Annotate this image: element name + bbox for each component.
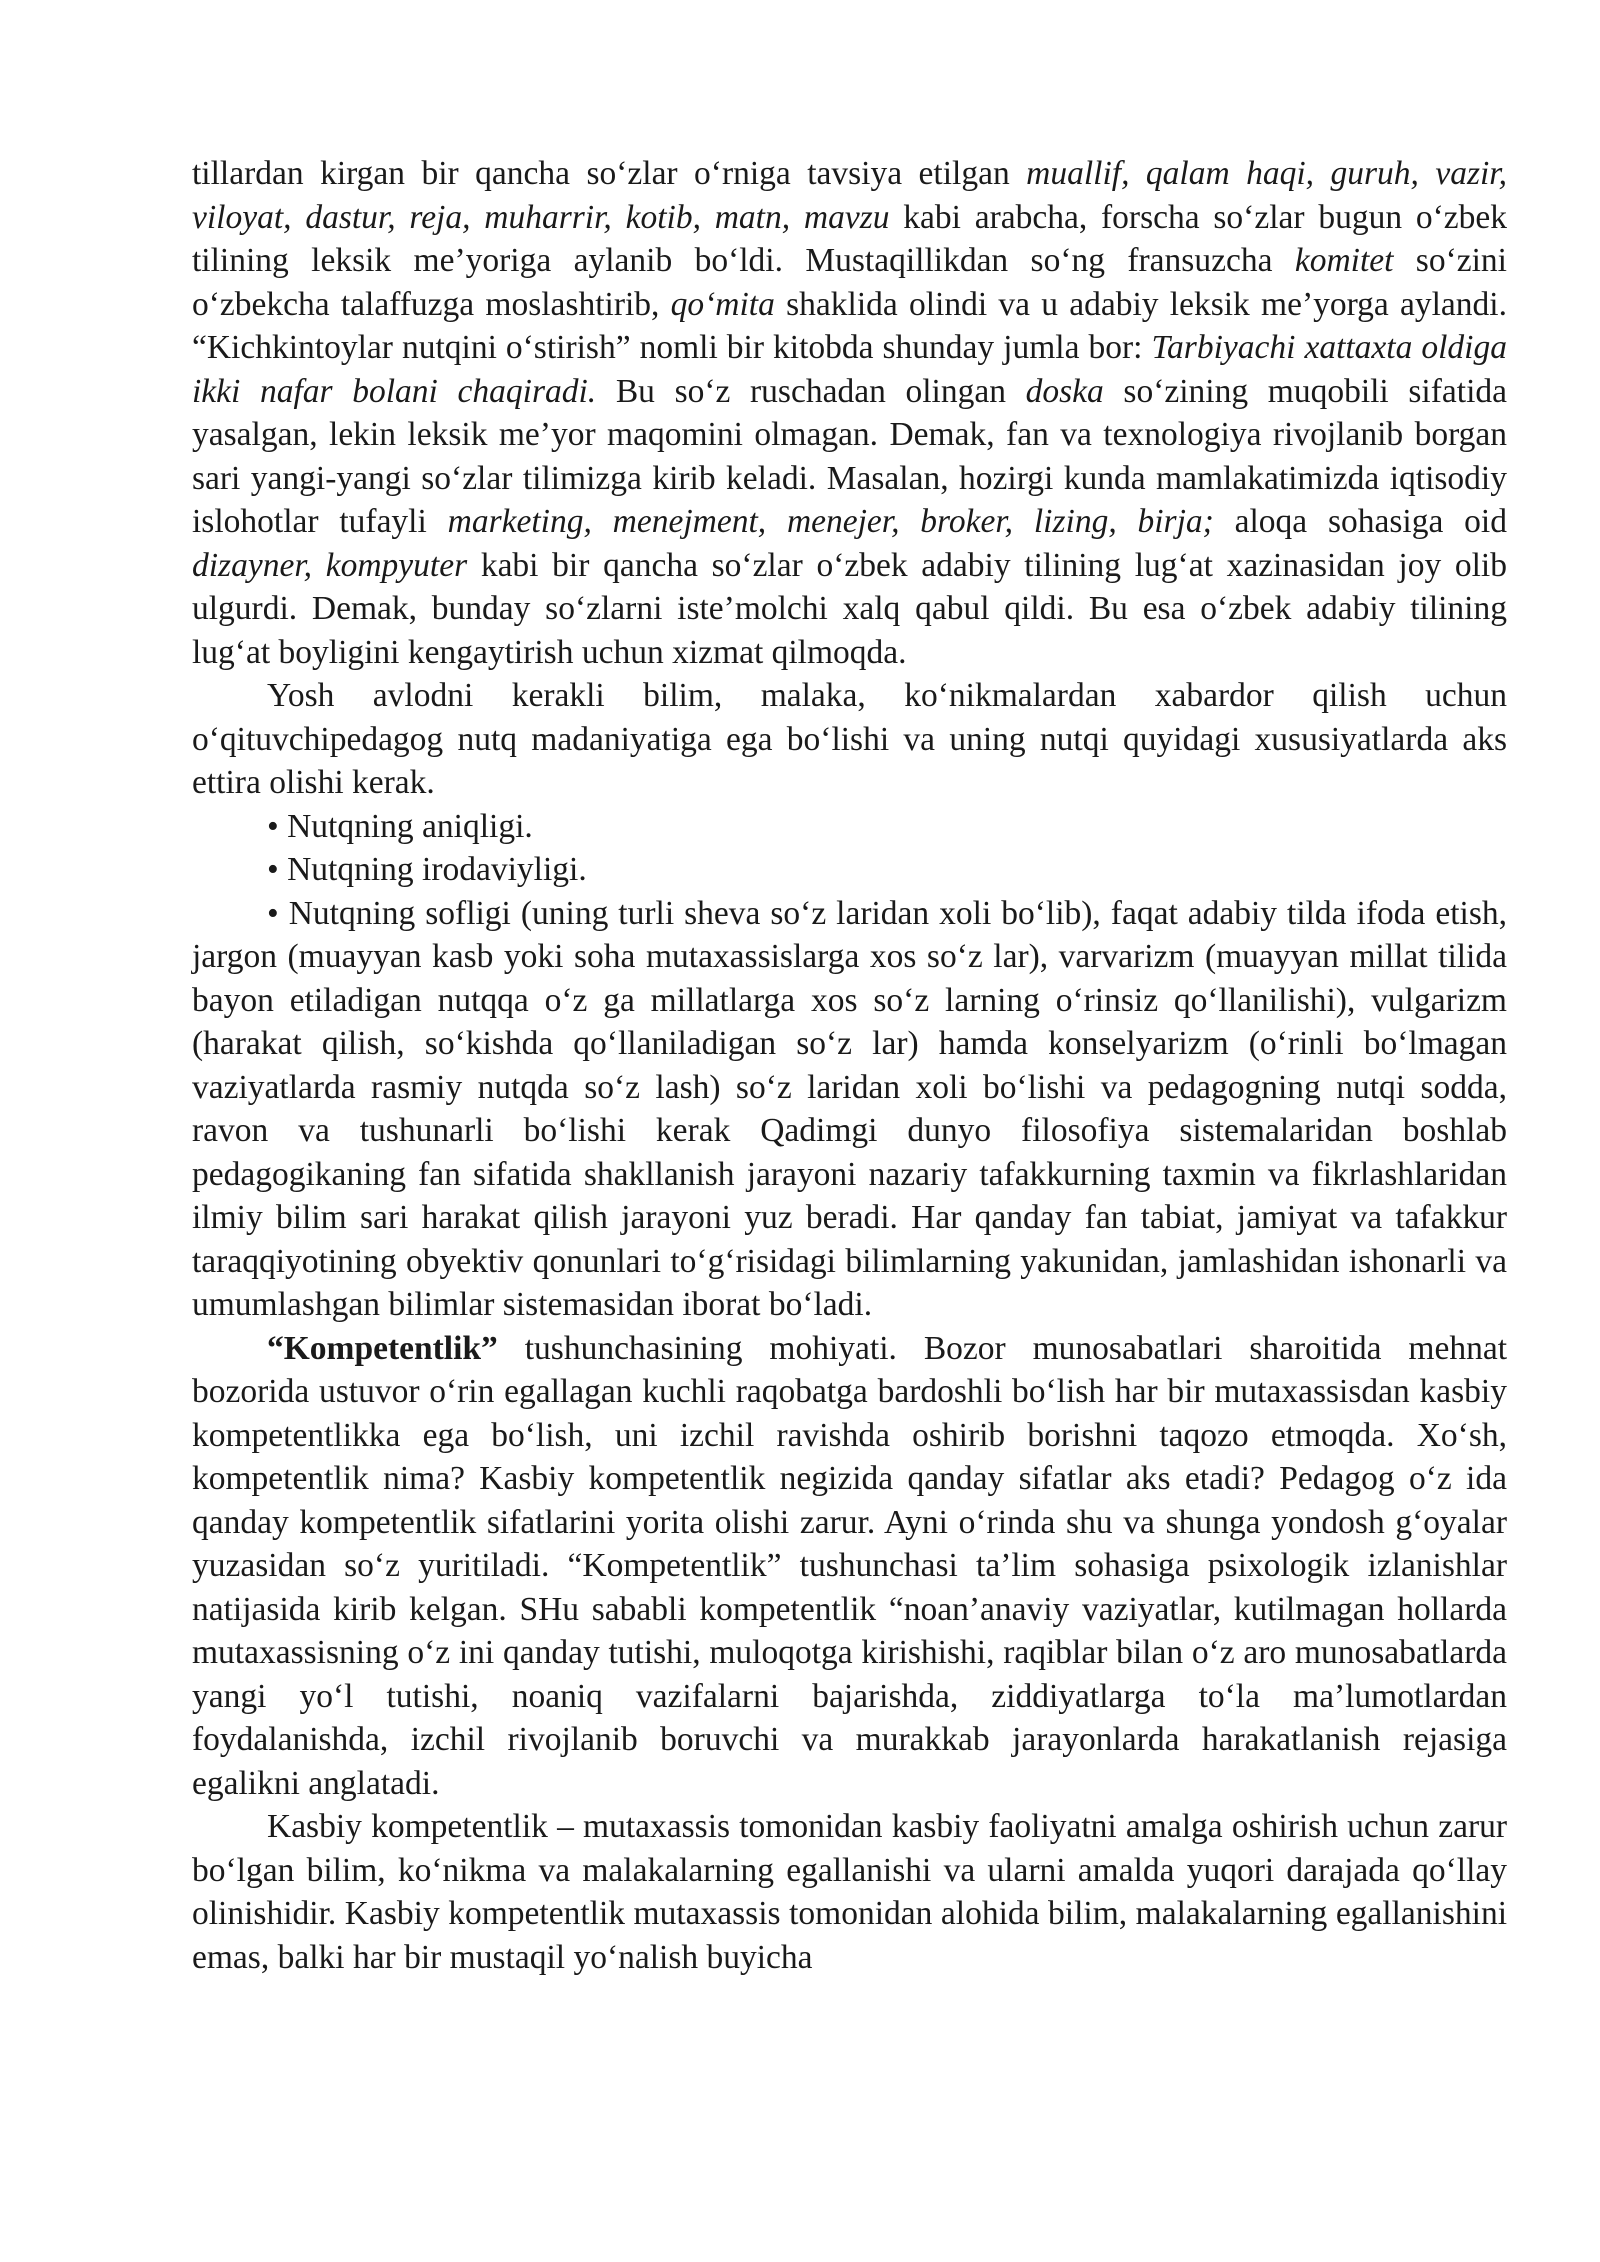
paragraph-2 <box>192 674 1507 805</box>
text-run: so‘zining muqobili sifatida yasalgan, lekin leksik me’yor maqomini olmagan. Demak, fan va texnologiya rivojlanib borgan sari yangi-yangi so‘zlar tilimizga kirib keladi. Masalan, hozirgi kunda mamlakatimizda iqtisodiy islohotlar tufayli <box>192 372 1507 540</box>
document-page <box>192 152 1507 1979</box>
text-run: • Nutqning irodaviyligi. <box>267 851 587 888</box>
text-run: kabi arabcha, forscha so‘zlar bugun o‘zbek tilining leksik me’yoriga aylanib bo‘ldi. Mustaqillikdan so‘ng fransuzcha <box>192 198 1507 279</box>
text-run: Yosh avlodni kerakli bilim, malaka, ko‘nikmalardan xabardor qilish uchun o‘qituvchipedagog nutq madaniyatiga ega bo‘lishi va uning nutqi quyidagi xususiyatlarda aks ettira olishi kerak. <box>192 677 1507 801</box>
text-run: tillardan kirgan bir qancha so‘zlar o‘rniga tavsiya etilgan <box>192 155 1027 192</box>
italic-run: qo‘mita <box>670 285 775 323</box>
bold-run: “Kompetentlik” <box>267 1329 498 1367</box>
italic-run: komitet <box>1294 242 1394 279</box>
bullet-item-3 <box>192 892 1507 1327</box>
text-run: tushunchasining mohiyati. Bozor munosabatlari sharoitida mehnat bozorida ustuvor o‘rin egallagan kuchli raqobatga bardoshli bo‘lish har bir mutaxassisdan kasbiy kompetentlikka ega bo‘lish, uni izchil ravishda oshirib borishni taqozo etmoqda. Xo‘sh, kompetentlik nima? Kasbiy kompetentlik negizida qanday sifatlar aks etadi? Pedagog o‘z ida qanday kompetentlik sifatlarini yorita olishi zarur. Ayni o‘rinda shu va shunga yondosh g‘oyalar yuzasidan so‘z yuritiladi. “Kompetentlik” tushunchasi ta’lim sohasiga psixologik izlanishlar natijasida kirib kelgan. SHu sababli kompetentlik “noan’anaviy vaziyatlar, kutilmagan hollarda mutaxassisning o‘z ini qanday tutishi, muloqotga kirishishi, raqiblar bilan o‘z aro munosabatlarda yangi yo‘l tutishi, noaniq vazifalarni bajarishda, ziddiyatlarga to‘la ma’lumotlardan foydalanishda, izchil rivojlanib boruvchi va murakkab jarayonlarda harakatlanish rejasiga egalikni anglatadi. <box>192 1329 1507 1802</box>
text-run: • Nutqning aniqligi. <box>267 807 533 845</box>
bullet-item-2 <box>192 848 1507 892</box>
italic-run: doska <box>1025 372 1104 410</box>
italic-run: Tarbiyachi xattaxta oldiga ikki nafar bolani chaqiradi. <box>192 329 1507 410</box>
bullet-item-1 <box>192 805 1507 849</box>
text-run: kabi bir qancha so‘zlar o‘zbek adabiy tilining lug‘at xazinasidan joy olib ulgurdi. Demak, bunday so‘zlarni iste’molchi xalq qabul qildi. Bu esa o‘zbek adabiy tilining lug‘at boyligini kengaytirish uchun xizmat qilmoqda. <box>192 546 1507 671</box>
paragraph-1 <box>192 152 1507 674</box>
italic-run: muallif, qalam haqi, guruh, vazir, viloyat, dastur, reja, muharrir, kotib, matn, mavzu <box>192 155 1507 236</box>
paragraph-kompetentlik <box>192 1327 1507 1806</box>
italic-run: dizayner, kompyuter <box>192 546 468 584</box>
text-run: shaklida olindi va u adabiy leksik me’yorga aylandi. “Kichkintoylar nutqini o‘stirish” nomli bir kitobda shunday jumla bor: <box>192 285 1507 366</box>
text-run: so‘zini o‘zbekcha talaffuzga moslashtirib, <box>192 242 1507 323</box>
text-run: Kasbiy kompetentlik – mutaxassis tomonidan kasbiy faoliyatni amalga oshirish uchun zarur bo‘lgan bilim, ko‘nikma va malakalarning egallanishi va ularni amalda yuqori darajada qo‘llay olinishidir. Kasbiy kompetentlik mutaxassis tomonidan alohida bilim, malakalarning egallanishini emas, balki har bir mustaqil yo‘nalish buyicha <box>192 1808 1507 1976</box>
text-run: aloqa sohasiga oid <box>1213 503 1507 540</box>
italic-run: marketing, menejment, menejer, broker, lizing, birja; <box>447 503 1214 540</box>
text-run: Bu so‘z ruschadan olingan <box>596 372 1026 410</box>
paragraph-kasbiy-kompetentlik <box>192 1805 1507 1979</box>
text-run: • Nutqning sofligi (uning turli sheva so‘z laridan xoli bo‘lib), faqat adabiy tilda ifoda etish, jargon (muayyan kasb yoki soha mutaxassislarga xos so‘z lar), varvarizm (muayyan millat tilida bayon etiladigan nutqqa o‘z ga millatlarga xos so‘z larning o‘rinsiz qo‘llanilishi), vulgarizm (harakat qilish, so‘kishda qo‘llaniladigan so‘z lar) hamda konselyarizm (o‘rinli bo‘lmagan vaziyatlarda rasmiy nutqda so‘z lash) so‘z laridan xoli bo‘lishi va pedagogning nutqi sodda, ravon va tushunarli bo‘lishi kerak Qadimgi dunyo filosofiya sistemalaridan boshlab pedagogikaning fan sifatida shakllanish jarayoni nazariy tafakkurning taxmin va fikrlashlaridan ilmiy bilim sari harakat qilish jarayoni yuz beradi. Har qanday fan tabiat, jamiyat va tafakkur taraqqiyotining obyektiv qonunlari to‘g‘risidagi bilimlarning yakunidan, jamlashidan ishonarli va umumlashgan bilimlar sistemasidan iborat bo‘ladi. <box>192 894 1507 1323</box>
